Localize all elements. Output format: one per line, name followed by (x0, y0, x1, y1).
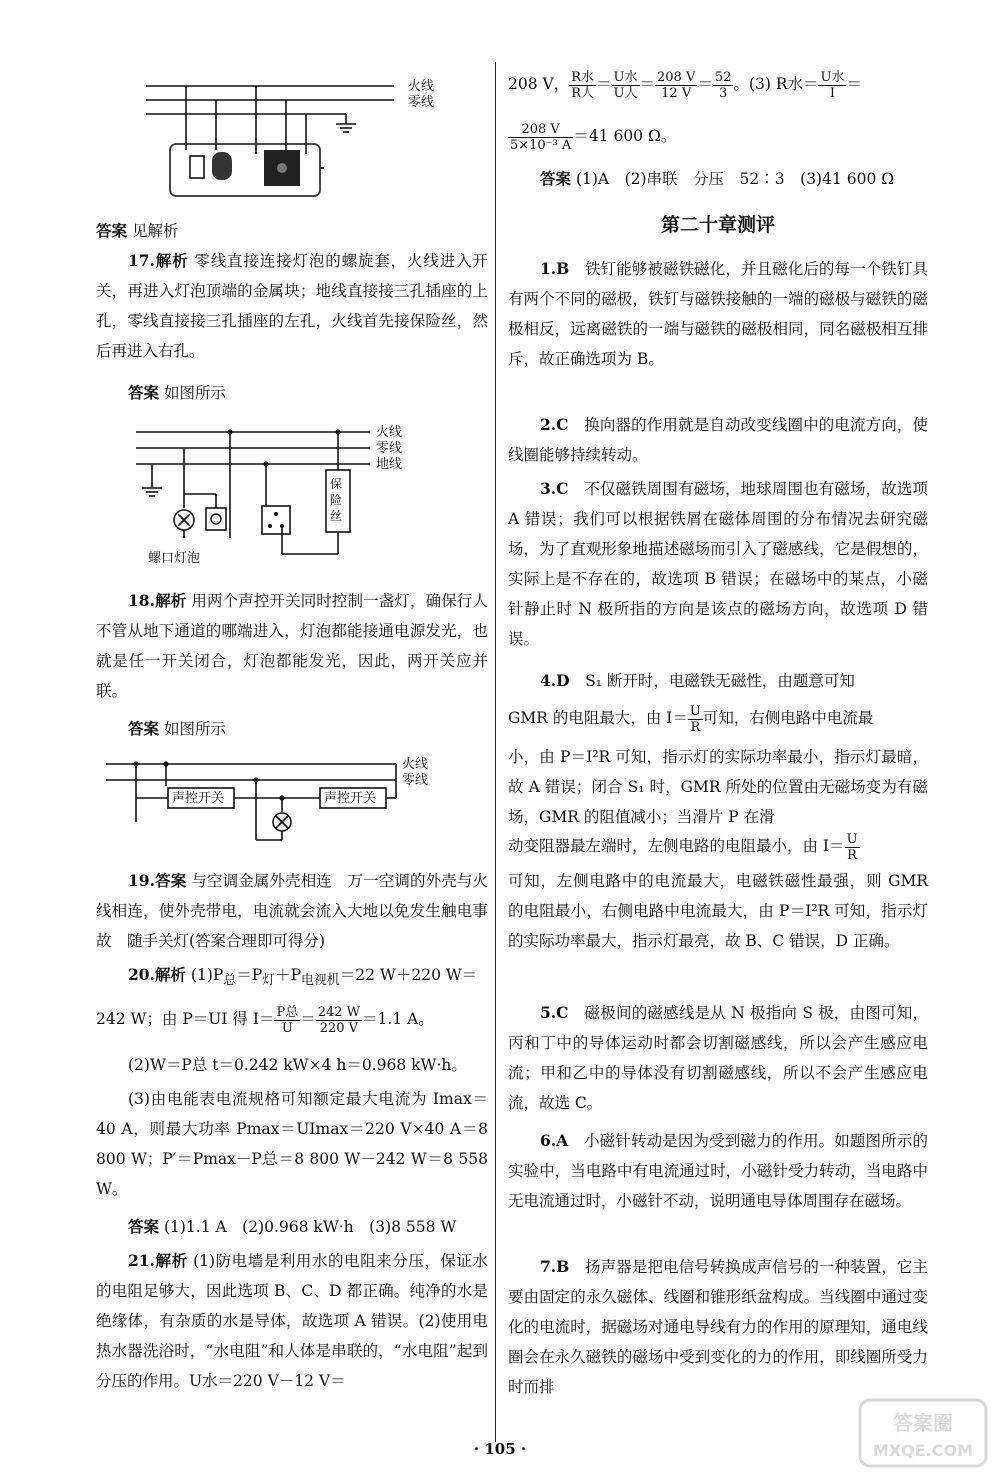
ch20-q1-number: 1.B (540, 259, 570, 278)
answer-18 (96, 714, 488, 744)
q21-text: (1)防电墙是利用水的电阻来分压，保证水的电阻足够大，因此选项 B、C、D 都正确。纯净的水是绝缘体，有杂质的水是导体，故选项 A 错误。(2)使用电热水器洗浴时，“水电阻”和人体是串联的，“水电阻”起到分压的作用。U水＝220 V－12 V＝ (96, 1252, 488, 1390)
r1-eq2: ＝ (639, 75, 656, 93)
ch20-q3-text: 不仅磁铁周围有磁场，地球周围也有磁场，故选项 A 错误；我们可以根据铁屑在磁体周围的分布情况去研究磁场，为了直观形象地描述磁场而引入了磁感线，它是假想的，实际上是不存在的，故选项 B 错误；在磁场中的某点，小磁针静止时 N 极所指的方向是该点的磁场方向，故选项 D 错误。 (508, 480, 928, 648)
question-21-analysis (96, 1246, 488, 1396)
ch20-question-4-line5: 可知，左侧电路中的电流最大，电磁铁磁性最强，则 GMR 的电阻最小，右侧电路中电流最大，由 P＝I²R 可知，指示灯的实际功率最大，指示灯最亮，故 B、C 错误，D 正确。 (508, 872, 928, 950)
ch20-question-4-line4 (508, 828, 928, 864)
answer-20-text: (1)1.1 A (2)0.968 kW·h (3)8 558 W (163, 1218, 457, 1236)
answer-20-label: 答案 (128, 1217, 160, 1236)
question-20-part2: (2)W＝P总 t＝0.242 kW×4 h＝0.968 kW·h。 (128, 1056, 467, 1074)
ch20-question-7 (508, 1252, 928, 1402)
q20-ohm-text: 242 W；由 P＝UI 得 I＝ (96, 1010, 275, 1028)
ch20-q4-frac2-num: U (846, 831, 858, 847)
r1-eq3: ＝ (697, 75, 713, 93)
q20-fraction-2 (316, 1005, 362, 1036)
figb-live-label: 火线 (376, 425, 403, 440)
r1-frac-ratio (713, 70, 734, 101)
q20-p-tv: ＋P (275, 966, 302, 984)
r1-frac-v-den: 12 V (661, 85, 692, 101)
svg-text:答案圈: 答案圈 (893, 1411, 953, 1435)
q20-fraction-1 (274, 1005, 300, 1036)
ch20-q4-frac2-den: R (847, 847, 857, 863)
r2-result: ＝41 600 Ω。 (573, 127, 677, 145)
answer-18-label: 答案 (128, 719, 160, 738)
r1-frac-ui-num: U水 (820, 69, 845, 85)
ch20-q4-frac1-den: R (690, 719, 701, 735)
r1-text-c: ＝ (846, 75, 862, 93)
q20-sum: ＝22 W＋220 W＝ (339, 966, 478, 984)
q17-text: 零线直接连接灯泡的螺旋套，火线进入开关，再进入灯泡顶端的金属块；地线直接接三孔插座的上孔，零线直接接三孔插座的左孔，火线首先接保险丝，然后再进入右孔。 (96, 252, 488, 360)
r2-frac-den: 5×10⁻³ A (510, 137, 572, 153)
r1-frac-ratio-num: 52 (714, 69, 732, 85)
answer-16 (96, 216, 488, 246)
figb-fuse-label-3: 丝 (330, 509, 343, 523)
ch20-question-2 (508, 410, 928, 470)
ch20-q4-frac2 (845, 832, 860, 863)
ch20-q7-text: 扬声器是把电信号转换成声信号的一种装置，它主要由固定的永久磁体、线圈和锥形纸盆构成。当线圈中通过变化的电流时，据磁场对通电导线有力的作用的原理知，通电线圈会在永久磁铁的磁场中受到变化的力的作用，即线圈所受力时而排 (508, 1258, 928, 1396)
r1-text-b: 。(3) R水＝ (733, 75, 819, 93)
q18-label: 解析 (154, 591, 187, 610)
r1-frac-v-num: 208 V (657, 69, 696, 85)
figb-fuse-label-2: 险 (330, 493, 343, 507)
q20-number: 20. (128, 965, 155, 984)
r1-frac-ui-den: I (829, 85, 836, 101)
ch20-question-4-line3: 小，由 P＝I²R 可知，指示灯的实际功率最小，指示灯最暗，故 A 错误；闭合 S₁ 时，GMR 所处的位置由无磁场变为有磁场，GMR 的阻值减小；当滑片 P 在滑 (508, 748, 928, 826)
answer-16-text: 见解析 (131, 222, 179, 240)
answer-21-text: (1)A (2)串联 分压 52∶3 (3)41 600 Ω (575, 170, 895, 188)
q21-number: 21. (128, 1251, 155, 1270)
answer-17 (96, 378, 488, 408)
ch20-question-3 (508, 474, 928, 654)
q20-frac1-den: U (281, 1020, 293, 1036)
q17-label: 解析 (154, 251, 189, 270)
page-number: · 105 · (473, 1440, 527, 1458)
ch20-question-4-line2 (508, 700, 928, 736)
r2-frac (508, 122, 573, 153)
q20-sub-lamp: 灯 (262, 973, 276, 989)
question-18-analysis (96, 586, 488, 706)
figa-live-label: 火线 (408, 79, 435, 94)
q20-sub-tv: 电视机 (301, 973, 340, 989)
q20-frac2-num: 242 W (317, 1004, 361, 1020)
circuit-figure-b (126, 418, 446, 570)
column-divider (495, 62, 496, 1442)
figb-fuse-label-1: 保 (330, 477, 343, 491)
r1-text-a: 208 V， (508, 75, 570, 93)
ch20-q4-number: 4.D (540, 671, 570, 690)
q20-p-total: (1)P (190, 966, 224, 984)
q21-continuation-line2 (508, 118, 928, 154)
ch20-question-6 (508, 1126, 928, 1216)
svg-text:MXQE.COM: MXQE.COM (872, 1441, 974, 1460)
figc-switch1-label: 声控开关 (172, 791, 225, 806)
watermark-logo (858, 1398, 988, 1468)
q20-current-result: ＝1.1 A。 (362, 1010, 434, 1028)
answer-17-text: 如图所示 (163, 384, 226, 402)
figa-neutral-label: 零线 (408, 95, 435, 110)
ch20-question-5 (508, 998, 928, 1118)
ch20-q6-number: 6.A (540, 1131, 569, 1150)
r1-eq1: ＝ (596, 75, 612, 93)
question-19 (96, 866, 488, 956)
r1-frac-r-den: R人 (571, 85, 595, 101)
figc-live-label: 火线 (402, 757, 429, 772)
ch20-q3-number: 3.C (540, 479, 569, 498)
question-17-analysis (96, 246, 488, 366)
q18-number: 18. (128, 591, 155, 610)
q19-text: 与空调金属外壳相连 万一空调的外壳与火线相连，使外壳带电，电流就会流入大地以免发生触电事故 随手关灯(答案合理即可得分) (96, 872, 488, 950)
q18-text: 用两个声控开关同时控制一盏灯，确保行人不管从地下通道的哪端进入，灯泡都能接通电源发光，也就是任一开关闭合，灯泡都能发光，因此，两开关应并联。 (96, 592, 488, 700)
r1-frac-ratio-den: 3 (719, 85, 728, 101)
ch20-q7-number: 7.B (540, 1257, 570, 1276)
ch20-q5-text: 磁极间的磁感线是从 N 极指向 S 极，由图可知，丙和丁中的导体运动时都会切割磁感线，所以会产生感应电流；甲和乙中的导体没有切割磁感线，所以不会产生感应电流，故选 C。 (508, 1004, 928, 1112)
r1-frac-r (569, 70, 596, 101)
q20-label: 解析 (154, 965, 186, 984)
answer-17-label: 答案 (128, 383, 160, 402)
answer-21-label: 答案 (540, 169, 572, 188)
ch20-q6-text: 小磁针转动是因为受到磁力的作用。如题图所示的实验中，当电路中有电流通过时，小磁针受力转动，当电路中无电流通过时，小磁针不动，说明通电导体周围存在磁场。 (508, 1132, 928, 1210)
figc-neutral-label: 零线 (402, 773, 429, 788)
r1-frac-ui (818, 70, 846, 101)
ch20-question-1 (508, 254, 928, 374)
ch20-q2-number: 2.C (540, 415, 569, 434)
circuit-figure-c (106, 750, 476, 850)
r1-frac-u (612, 70, 640, 101)
q19-label: 答案 (154, 871, 187, 890)
ch20-q4-l2b: 可知，右侧电路中电流最 (702, 709, 874, 727)
ch20-q4-l2a: GMR 的电阻最大，由 I＝ (508, 709, 688, 727)
ch20-q2-text: 换向器的作用就是自动改变线圈中的电流方向，使线圈能够持续转动。 (508, 416, 928, 464)
figb-neutral-label: 零线 (376, 441, 403, 456)
r1-frac-r-num: R水 (571, 69, 595, 85)
circuit-figure-a (146, 70, 456, 200)
ch20-q4-frac1 (688, 704, 703, 735)
answer-18-text: 如图所示 (163, 720, 226, 738)
r1-frac-u-num: U水 (613, 69, 638, 85)
q20-frac1-num: P总 (276, 1004, 299, 1020)
ch20-q4-l1: S₁ 断开时，电磁铁无磁性，由题意可知 (585, 672, 855, 690)
ch20-question-4-line1 (508, 666, 928, 696)
r1-frac-v (655, 70, 697, 101)
ch20-q1-text: 铁钉能够被磁铁磁化，并且磁化后的每一个铁钉具有两个不同的磁极，铁钉与磁铁接触的一端的磁极与磁铁的磁极相反，远离磁铁的一端与磁铁的磁极相同，同名磁极相互排斥，故正确选项为 B。 (508, 260, 928, 368)
answer-21 (508, 164, 928, 194)
figb-bulb-label: 螺口灯泡 (148, 551, 201, 566)
q21-continuation-line1 (508, 66, 928, 102)
q20-eq: ＝ (300, 1010, 316, 1028)
section-title: 第二十章测评 (660, 214, 775, 236)
ch20-q5-number: 5.C (540, 1003, 569, 1022)
ch20-q4-l4a: 动变阻器最左端时，左侧电路的电阻最小，由 I＝ (508, 837, 845, 855)
answer-16-label: 答案 (96, 221, 128, 240)
q20-frac2-den: 220 V (319, 1020, 359, 1036)
q20-sub-total: 总 (223, 973, 237, 989)
q20-p-lamp: ＝P (236, 966, 263, 984)
figb-ground-label: 地线 (376, 457, 403, 472)
question-20-line1 (96, 960, 488, 996)
q19-number: 19. (128, 871, 155, 890)
question-20-part3: (3)由电能表电流规格可知额定最大电流为 Imax＝40 A，则最大功率 Pmax＝UImax＝220 V×40 A＝8 800 W；P′＝Pmax－P总＝8 800 W－242 W＝8 558 W。 (96, 1090, 488, 1198)
r1-frac-u-den: U人 (613, 85, 638, 101)
r2-frac-num: 208 V (508, 122, 573, 138)
answer-20 (96, 1212, 488, 1242)
figc-switch2-label: 声控开关 (324, 791, 377, 806)
ch20-q4-frac1-num: U (689, 703, 701, 719)
q17-number: 17. (128, 251, 155, 270)
question-20-line2 (96, 1004, 488, 1036)
q21-label: 解析 (154, 1251, 188, 1270)
